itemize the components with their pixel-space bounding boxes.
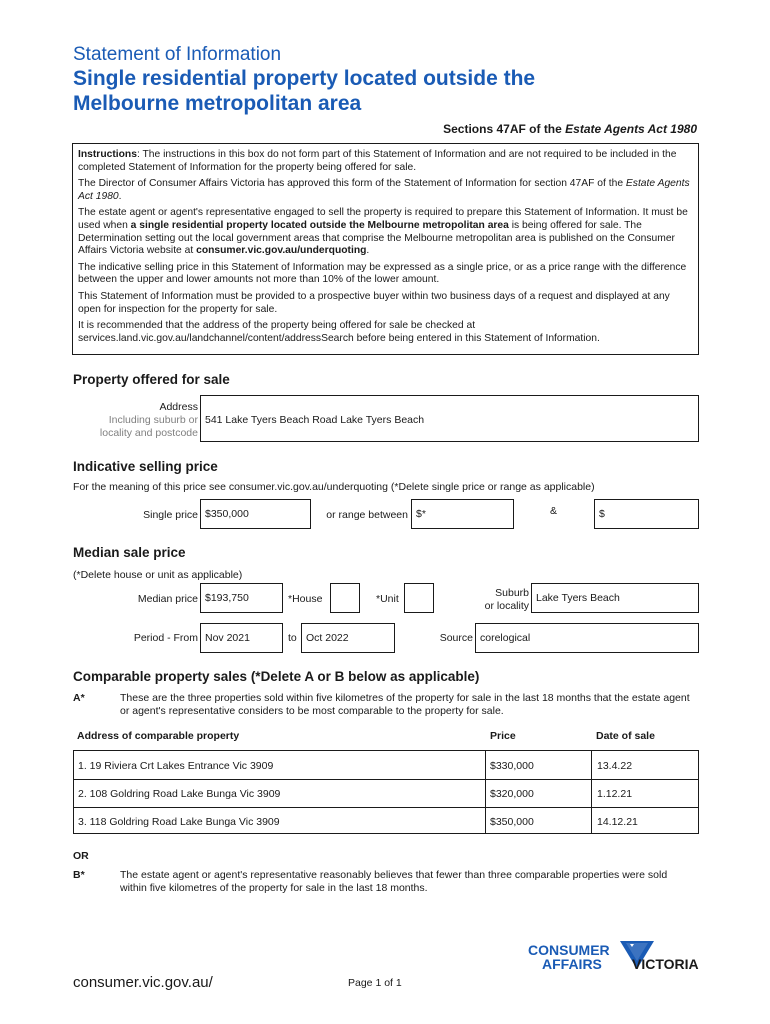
row-1-price[interactable]: $330,000	[490, 760, 534, 772]
range-ampersand: &	[550, 505, 558, 517]
property-heading: Property offered for sale	[73, 372, 230, 387]
house-checkbox[interactable]	[330, 583, 360, 613]
comparable-heading: Comparable property sales (*Delete A or B below as applicable)	[73, 669, 480, 684]
row-1-date[interactable]: 13.4.22	[597, 760, 633, 772]
row-3-date[interactable]: 14.12.21	[597, 816, 638, 828]
option-b-text: The estate agent or agent's representative reasonably believes that fewer than three comparable properties were sold within five kilometres of the property for sale in the last 18 months.	[120, 869, 668, 894]
range-label: or range between	[326, 509, 408, 521]
address-label-main: Address	[159, 401, 198, 413]
title-line-2: Melbourne metropolitan area	[73, 92, 362, 115]
single-price-field[interactable]: $350,000	[200, 499, 311, 529]
page-number: Page 1 of 1	[348, 977, 402, 989]
unit-label: *Unit	[376, 593, 399, 605]
instructions-p2	[78, 178, 693, 203]
period-to-field[interactable]: Oct 2022	[301, 623, 395, 653]
table-row-line-1	[74, 779, 698, 780]
row-3-address[interactable]: 3. 118 Goldring Road Lake Bunga Vic 3909	[78, 816, 280, 828]
unit-checkbox[interactable]	[404, 583, 434, 613]
col-price-header: Price	[490, 730, 516, 742]
median-price-label: Median price	[137, 593, 198, 605]
instructions-p1-text: : The instructions in this box do not form part of this Statement of Information and are not required to be included in the completed Statement of Information for the property being offered for sale.	[78, 149, 677, 173]
source-label: Source	[439, 632, 473, 644]
col-address-header: Address of comparable property	[77, 730, 240, 742]
or-label: OR	[73, 850, 89, 862]
range-high-field[interactable]: $	[594, 499, 699, 529]
range-low-field[interactable]: $*	[411, 499, 514, 529]
sections-prefix: Sections 47AF of the	[443, 122, 566, 136]
instructions-p2-text: The Director of Consumer Affairs Victoria has approved this form of the Statement of Information for section 47AF of the	[78, 178, 626, 190]
instructions-label: Instructions	[78, 149, 137, 160]
row-2-price[interactable]: $320,000	[490, 788, 534, 800]
instructions-p3-b: is being offered for sale. The Determination setting out the local government areas that comprise the Melbourne metropolitan area is published on the Consumer Affairs Victoria website at	[78, 219, 675, 257]
suburb-label-line2: or locality	[484, 600, 529, 612]
suburb-field[interactable]: Lake Tyers Beach	[531, 583, 699, 613]
instructions-p4: The indicative selling price in this Statement of Information may be expressed as a single price, or as a price range with the difference between the upper and lower amounts not more than 10% of the lower amount.	[78, 261, 687, 286]
period-to-label: to	[288, 632, 297, 644]
col-date-header: Date of sale	[596, 730, 655, 742]
row-3-price[interactable]: $350,000	[490, 816, 534, 828]
address-label-sub1: Including suburb or	[108, 414, 198, 426]
median-heading: Median sale price	[73, 545, 186, 560]
suburb-label-line1: Suburb	[495, 587, 529, 599]
consumer-affairs-victoria-logo	[528, 941, 703, 973]
document-kicker: Statement of Information	[73, 44, 282, 65]
option-a-label: A*	[73, 692, 85, 704]
address-label-sub2: locality and postcode	[99, 427, 198, 439]
comparable-table	[73, 750, 699, 834]
table-row-line-2	[74, 807, 698, 808]
underquoting-link[interactable]: consumer.vic.gov.au/underquoting	[196, 245, 367, 257]
suburb-label	[450, 587, 529, 613]
indicative-heading: Indicative selling price	[73, 459, 218, 474]
table-divider-1	[485, 751, 486, 833]
option-b-label: B*	[73, 869, 85, 881]
source-field[interactable]: corelogical	[475, 623, 699, 653]
instructions-p3-bold: a single residential property located outside the Melbourne metropolitan area	[130, 219, 509, 231]
instructions-p2-end: .	[118, 190, 122, 202]
instructions-p5: This Statement of Information must be provided to a prospective buyer within two business days of a request and displayed at any open for inspection for the property for sale.	[78, 290, 670, 315]
address-field[interactable]: 541 Lake Tyers Beach Road Lake Tyers Beach	[200, 395, 699, 442]
instructions-p2-act: Estate Agents Act 1980	[78, 178, 690, 202]
row-2-address[interactable]: 2. 108 Goldring Road Lake Bunga Vic 3909	[78, 788, 281, 800]
period-from-label: Period - From	[133, 632, 198, 644]
address-label	[73, 401, 198, 440]
instructions-box	[72, 143, 699, 355]
logo-line-affairs: AFFAIRS	[542, 956, 602, 972]
median-price-field[interactable]: $193,750	[200, 583, 283, 613]
logo-line-victoria: VICTORIA	[632, 956, 699, 972]
row-1-address[interactable]: 1. 19 Riviera Crt Lakes Entrance Vic 3909	[78, 760, 274, 772]
instructions-p3-end: .	[366, 245, 370, 257]
title-line-1: Single residential property located outside the	[73, 67, 536, 90]
instructions-p1	[78, 149, 693, 174]
period-from-field[interactable]: Nov 2021	[200, 623, 283, 653]
median-note: (*Delete house or unit as applicable)	[73, 569, 243, 581]
option-a-text: These are the three properties sold within five kilometres of the property for sale in the last 18 months that the estate agent or agent's representative considers to be most comparable to the property for sale.	[120, 692, 690, 717]
single-price-label: Single price	[143, 509, 198, 521]
instructions-p6: It is recommended that the address of the property being offered for sale be checked at services.land.vic.gov.au/landchannel/content/addressSearch before being entered in this Statement of Information.	[78, 320, 600, 344]
instructions-p3	[78, 207, 693, 257]
logo-line-consumer: CONSUMER	[528, 942, 610, 958]
sections-act: Estate Agents Act 1980	[565, 122, 697, 136]
sections-reference	[443, 122, 697, 136]
house-label: *House	[288, 593, 323, 605]
row-2-date[interactable]: 1.12.21	[597, 788, 633, 800]
footer-url[interactable]: consumer.vic.gov.au/	[73, 974, 213, 991]
indicative-note: For the meaning of this price see consumer.vic.gov.au/underquoting (*Delete single price or range as applicable)	[73, 481, 595, 493]
document-title	[73, 66, 673, 116]
table-divider-2	[591, 751, 592, 833]
instructions-p3-a: The estate agent or agent's representative engaged to sell the property is required to prepare this Statement of Information. It must be used when	[78, 207, 688, 231]
